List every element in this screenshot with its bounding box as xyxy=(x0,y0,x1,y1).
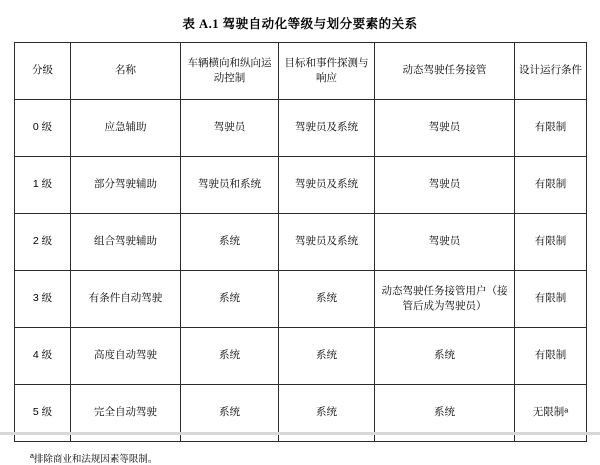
cell-text-fallback: 驾驶员 xyxy=(428,121,461,134)
cell-text-motion-control: 驾驶员和系统 xyxy=(198,178,261,191)
cell-object-event xyxy=(279,100,375,157)
cell-text-level: 0 级 xyxy=(32,121,53,134)
header-label-fallback: 动态驾驶任务接管 xyxy=(402,64,487,77)
cell-odc xyxy=(515,157,587,214)
cell-fallback xyxy=(375,100,515,157)
cell-odc xyxy=(515,100,587,157)
cell-fallback xyxy=(375,271,515,328)
cell-text-name: 部分驾驶辅助 xyxy=(94,178,157,191)
cell-text-name: 完全自动驾驶 xyxy=(94,406,157,419)
header-cell-motion-control xyxy=(181,43,279,100)
table-row xyxy=(15,271,587,328)
table-row xyxy=(15,214,587,271)
cell-motion-control xyxy=(181,100,279,157)
cell-fallback xyxy=(375,328,515,385)
cell-text-motion-control: 系统 xyxy=(219,235,240,248)
cell-name xyxy=(71,157,181,214)
cell-text-motion-control: 系统 xyxy=(219,349,240,362)
cell-odc xyxy=(515,271,587,328)
cell-motion-control xyxy=(181,271,279,328)
cell-level xyxy=(15,100,71,157)
cell-text-fallback: 系统 xyxy=(434,406,455,419)
header-label-name: 名称 xyxy=(115,64,136,77)
cell-text-odc: 有限制 xyxy=(534,235,567,248)
cell-motion-control xyxy=(181,328,279,385)
cell-text-level: 4 级 xyxy=(32,349,53,362)
cell-object-event xyxy=(279,157,375,214)
cell-object-event xyxy=(279,271,375,328)
cell-name xyxy=(71,271,181,328)
cell-text-name: 应急辅助 xyxy=(104,121,147,134)
cell-text-level: 5 级 xyxy=(32,406,53,419)
cell-text-level: 3 级 xyxy=(32,292,53,305)
cell-object-event xyxy=(279,214,375,271)
cell-object-event xyxy=(279,328,375,385)
cell-fallback xyxy=(375,157,515,214)
cell-text-object-event: 驾驶员及系统 xyxy=(295,121,358,134)
cell-text-odc: 有限制 xyxy=(534,349,567,362)
header-label-level: 分级 xyxy=(32,64,53,77)
header-label-object-event: 目标和事件探测与响应 xyxy=(284,56,369,84)
cell-text-level: 1 级 xyxy=(32,178,53,191)
table-row xyxy=(15,328,587,385)
cell-text-object-event: 驾驶员及系统 xyxy=(295,178,358,191)
cell-level xyxy=(15,271,71,328)
cell-odc xyxy=(515,328,587,385)
cell-name xyxy=(71,328,181,385)
header-cell-fallback xyxy=(375,43,515,100)
cell-text-odc: 有限制 xyxy=(534,178,567,191)
cell-odc xyxy=(515,214,587,271)
cell-level xyxy=(15,214,71,271)
header-cell-object-event xyxy=(279,43,375,100)
table-header-row xyxy=(15,43,587,100)
header-cell-name xyxy=(71,43,181,100)
table-footnote xyxy=(30,451,586,465)
cell-motion-control xyxy=(181,214,279,271)
cell-text-motion-control: 系统 xyxy=(219,292,240,305)
cell-text-fallback: 系统 xyxy=(434,349,455,362)
cell-text-odc: 有限制 xyxy=(534,292,567,305)
cell-motion-control xyxy=(181,157,279,214)
header-cell-level xyxy=(15,43,71,100)
cell-text-motion-control: 驾驶员 xyxy=(213,121,246,134)
footnote-text: 排除商业和法规因素等限制。 xyxy=(33,454,158,465)
cell-text-motion-control: 系统 xyxy=(219,406,240,419)
footnote-marker: a xyxy=(30,452,34,460)
cell-name xyxy=(71,214,181,271)
cell-text-fallback: 动态驾驶任务接管用户（接管后成为驾驶员） xyxy=(381,284,508,312)
cell-text-name: 高度自动驾驶 xyxy=(94,349,157,362)
cell-text-fallback: 驾驶员 xyxy=(428,178,461,191)
table-row xyxy=(15,100,587,157)
cell-text-fallback: 驾驶员 xyxy=(428,235,461,248)
cell-level xyxy=(15,157,71,214)
cell-level xyxy=(15,328,71,385)
header-label-motion-control: 车辆横向和纵向运动控制 xyxy=(187,56,272,84)
header-label-odc: 设计运行条件 xyxy=(519,64,582,77)
table-caption: 表 A.1 驾驶自动化等级与划分要素的关系 xyxy=(182,17,418,31)
driving-automation-level-table xyxy=(14,42,587,442)
cell-text-name: 有条件自动驾驶 xyxy=(88,292,163,305)
cell-text-odc: 有限制 xyxy=(534,121,567,134)
header-cell-odc xyxy=(515,43,587,100)
cell-text-object-event: 系统 xyxy=(316,349,337,362)
cell-name xyxy=(71,100,181,157)
table-row xyxy=(15,157,587,214)
cell-text-name: 组合驾驶辅助 xyxy=(94,235,157,248)
cell-text-odc: 无限制ᵃ xyxy=(532,406,569,419)
cell-text-object-event: 驾驶员及系统 xyxy=(295,235,358,248)
cell-text-object-event: 系统 xyxy=(316,406,337,419)
cell-text-object-event: 系统 xyxy=(316,292,337,305)
cell-text-level: 2 级 xyxy=(32,235,53,248)
cell-fallback xyxy=(375,214,515,271)
